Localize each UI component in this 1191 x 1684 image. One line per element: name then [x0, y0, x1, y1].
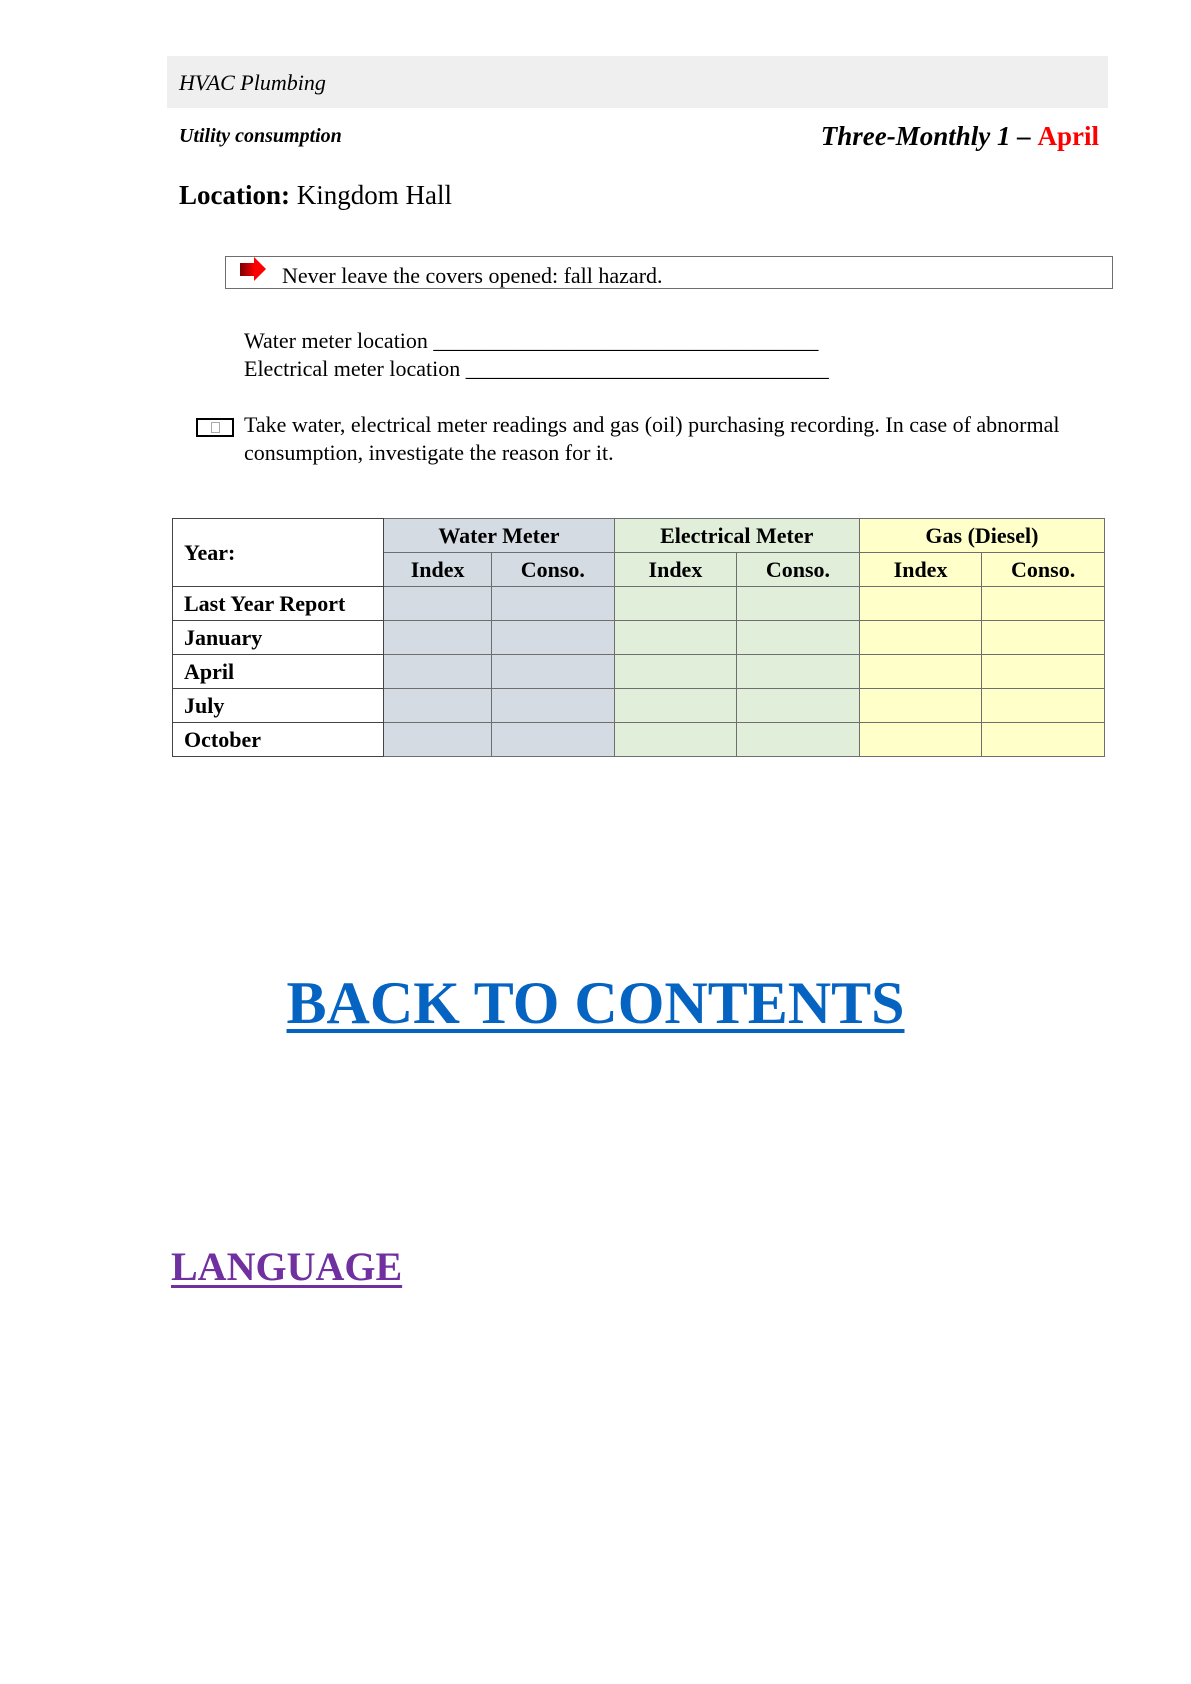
electrical-conso-cell[interactable] — [737, 689, 860, 723]
period-month: April — [1037, 121, 1099, 151]
warning-text: Never leave the covers opened: fall hazard. — [282, 263, 663, 288]
water-meter-location-field[interactable]: Water meter location ___________________________________ — [244, 328, 819, 353]
electrical-meter-header: Electrical Meter — [614, 519, 859, 553]
gas-index-cell[interactable] — [859, 689, 981, 723]
task-description: Take water, electrical meter readings and gas (oil) purchasing recording. In case of abnormal consumption, investigate the reason for it. — [244, 412, 1060, 465]
red-arrow-icon — [239, 256, 267, 282]
gas-conso-cell[interactable] — [982, 587, 1105, 621]
table-row — [173, 655, 1105, 689]
gas-conso-cell[interactable] — [982, 655, 1105, 689]
water-index-cell[interactable] — [384, 723, 492, 757]
document-header-title: HVAC Plumbing — [179, 70, 326, 95]
water-meter-header: Water Meter — [384, 519, 614, 553]
water-index-cell[interactable] — [384, 655, 492, 689]
electrical-conso-header: Conso. — [737, 553, 860, 587]
period-label — [821, 120, 1099, 152]
electrical-index-cell[interactable] — [614, 723, 736, 757]
year-header: Year: — [173, 519, 384, 587]
electrical-index-cell[interactable] — [614, 655, 736, 689]
water-index-cell[interactable] — [384, 621, 492, 655]
section-subtitle: Utility consumption — [179, 125, 342, 147]
table-row — [173, 689, 1105, 723]
location-label: Location: — [179, 180, 290, 210]
water-conso-cell[interactable] — [492, 621, 615, 655]
electrical-conso-cell[interactable] — [737, 655, 860, 689]
table-header-row — [173, 519, 1105, 553]
row-label: April — [173, 655, 384, 689]
gas-index-cell[interactable] — [859, 621, 981, 655]
table-row — [173, 587, 1105, 621]
row-label: October — [173, 723, 384, 757]
table-row — [173, 621, 1105, 655]
water-index-cell[interactable] — [384, 587, 492, 621]
gas-conso-cell[interactable] — [982, 723, 1105, 757]
location-line — [179, 179, 452, 211]
row-label: January — [173, 621, 384, 655]
row-label: July — [173, 689, 384, 723]
electrical-conso-cell[interactable] — [737, 723, 860, 757]
electrical-conso-cell[interactable] — [737, 587, 860, 621]
utility-meter-table — [172, 518, 1105, 757]
water-conso-cell[interactable] — [492, 689, 615, 723]
electrical-meter-location-field[interactable]: Electrical meter location _________________________________ — [244, 356, 829, 381]
electrical-index-header: Index — [614, 553, 736, 587]
period-prefix: Three-Monthly 1 – — [820, 121, 1038, 151]
back-to-contents-link[interactable]: BACK TO CONTENTS — [286, 970, 905, 1036]
location-value: Kingdom Hall — [296, 180, 452, 210]
gas-diesel-header: Gas (Diesel) — [859, 519, 1104, 553]
checkbox-glyph-icon — [211, 422, 220, 433]
gas-conso-cell[interactable] — [982, 621, 1105, 655]
water-index-header: Index — [384, 553, 492, 587]
gas-conso-header: Conso. — [982, 553, 1105, 587]
gas-conso-cell[interactable] — [982, 689, 1105, 723]
electrical-index-cell[interactable] — [614, 621, 736, 655]
row-label: Last Year Report — [173, 587, 384, 621]
electrical-index-cell[interactable] — [614, 587, 736, 621]
gas-index-cell[interactable] — [859, 655, 981, 689]
water-conso-header: Conso. — [492, 553, 615, 587]
water-conso-cell[interactable] — [492, 587, 615, 621]
electrical-conso-cell[interactable] — [737, 621, 860, 655]
table-row — [173, 723, 1105, 757]
language-link[interactable]: LANGUAGE — [171, 1244, 403, 1289]
water-conso-cell[interactable] — [492, 723, 615, 757]
electrical-index-cell[interactable] — [614, 689, 736, 723]
water-conso-cell[interactable] — [492, 655, 615, 689]
task-checkbox[interactable] — [196, 418, 234, 437]
gas-index-header: Index — [859, 553, 981, 587]
gas-index-cell[interactable] — [859, 723, 981, 757]
water-index-cell[interactable] — [384, 689, 492, 723]
gas-index-cell[interactable] — [859, 587, 981, 621]
